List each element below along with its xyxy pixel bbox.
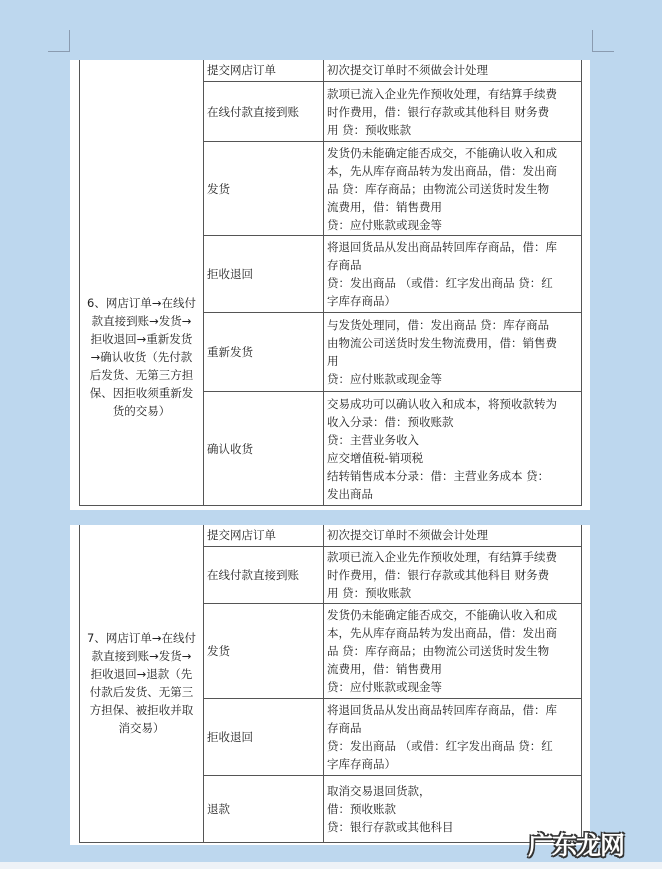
description-cell bbox=[324, 699, 582, 776]
watermark-logo: 广东龙网 bbox=[528, 831, 625, 860]
description-line: 字库存商品） bbox=[327, 294, 396, 308]
description-line: 时作费用，借：银行存款或其他科目 财务费 bbox=[327, 104, 550, 119]
crop-mark-left-horizontal bbox=[48, 51, 70, 52]
process-text-line: 6、网店订单→在线付 bbox=[87, 296, 196, 310]
step-cell: 提交网店订单 bbox=[204, 60, 324, 82]
description-line: 本，先从库存商品转为发出商品，借：发出商 bbox=[327, 626, 557, 640]
step-cell: 发货 bbox=[204, 604, 324, 699]
description-line: 与发货处理同，借：发出商品 贷：库存商品 bbox=[327, 318, 550, 332]
process-text-line: 款直接到账→发货→ bbox=[91, 649, 192, 663]
description-cell bbox=[324, 547, 582, 604]
crop-mark-right-vertical bbox=[592, 30, 593, 52]
description-cell bbox=[324, 392, 582, 506]
step-cell: 退款 bbox=[204, 776, 324, 843]
process-text-line: →确认收货（先付款 bbox=[90, 350, 193, 364]
description-line: 存商品 bbox=[327, 258, 362, 272]
step-cell: 确认收货 bbox=[204, 392, 324, 506]
description-line: 结转销售成本分录：借：主营业务成本 贷： bbox=[327, 468, 550, 483]
process-text-line: 付款后发货、无第三 bbox=[89, 685, 194, 699]
table-row bbox=[80, 60, 582, 82]
process-text-line: 拒收退回→退款（先 bbox=[90, 667, 193, 681]
description-line: 贷：应付账款或现金等 bbox=[327, 217, 442, 232]
description-line: 贷：应付账款或现金等 bbox=[327, 372, 442, 386]
description-line: 应交增值税-销项税 bbox=[327, 450, 424, 465]
accounting-table-7 bbox=[79, 525, 582, 843]
description-cell bbox=[324, 313, 582, 392]
description-line: 流费用，借：销售费用 bbox=[327, 199, 442, 214]
process-cell bbox=[80, 525, 204, 843]
description-line: 取消交易退回货款， bbox=[327, 784, 431, 798]
step-cell: 拒收退回 bbox=[204, 699, 324, 776]
document-page-1 bbox=[70, 60, 590, 510]
description-line: 品 贷：库存商品；由物流公司送货时发生物 bbox=[327, 181, 550, 196]
crop-mark-left-vertical bbox=[69, 30, 70, 52]
accounting-table-6 bbox=[79, 60, 582, 506]
process-text-line: 保、因拒收须重新发 bbox=[89, 386, 194, 400]
process-text-line: 方担保、被拒收并取 bbox=[89, 703, 194, 717]
description-line: 用 贷：预收账款 bbox=[327, 586, 412, 600]
description-cell bbox=[324, 82, 582, 142]
description-line: 贷：应付账款或现金等 bbox=[327, 680, 442, 694]
process-text-line: 7、网店订单→在线付 bbox=[87, 631, 196, 645]
description-line: 存商品 bbox=[327, 721, 362, 735]
description-line: 字库存商品） bbox=[327, 757, 396, 771]
description-line: 借：预收账款 bbox=[327, 802, 396, 816]
description-line: 初次提交订单时不须做会计处理 bbox=[327, 528, 488, 542]
description-cell bbox=[324, 604, 582, 699]
step-cell: 重新发货 bbox=[204, 313, 324, 392]
process-cell bbox=[80, 60, 204, 506]
description-line: 用 bbox=[327, 354, 339, 368]
description-cell bbox=[324, 236, 582, 313]
step-cell: 在线付款直接到账 bbox=[204, 547, 324, 604]
bottom-status-strip bbox=[0, 862, 662, 869]
description-line: 贷：主营业务收入 bbox=[327, 432, 419, 447]
description-line: 品 贷：库存商品；由物流公司送货时发生物 bbox=[327, 644, 550, 658]
step-cell: 拒收退回 bbox=[204, 236, 324, 313]
table-row bbox=[80, 525, 582, 547]
description-line: 贷：发出商品 （或借：红字发出商品 贷：红 bbox=[327, 739, 553, 753]
description-line: 本，先从库存商品转为发出商品，借：发出商 bbox=[327, 163, 557, 178]
process-text-line: 款直接到账→发货→ bbox=[91, 314, 192, 328]
description-line: 初次提交订单时不须做会计处理 bbox=[327, 63, 488, 77]
description-line: 发出商品 bbox=[327, 486, 373, 501]
description-line: 贷：发出商品 （或借：红字发出商品 贷：红 bbox=[327, 276, 553, 290]
description-line: 款项已流入企业先作预收处理，有结算手续费 bbox=[327, 86, 557, 101]
description-line: 由物流公司送货时发生物流费用，借：销售费 bbox=[327, 336, 557, 350]
description-line: 流费用，借：销售费用 bbox=[327, 662, 442, 676]
process-text-line: 拒收退回→重新发货 bbox=[90, 332, 193, 346]
crop-mark-right-horizontal bbox=[592, 51, 614, 52]
description-line: 时作费用，借：银行存款或其他科目 财务费 bbox=[327, 568, 550, 582]
description-line: 款项已流入企业先作预收处理，有结算手续费 bbox=[327, 550, 557, 564]
process-text-line: 消交易） bbox=[118, 721, 165, 735]
description-line: 用 贷：预收账款 bbox=[327, 122, 412, 137]
description-line: 将退回货品从发出商品转回库存商品，借：库 bbox=[327, 240, 557, 254]
description-line: 贷：银行存款或其他科目 bbox=[327, 820, 454, 834]
process-text-line: 后发货、无第三方担 bbox=[89, 368, 194, 382]
document-page-2 bbox=[70, 525, 590, 845]
description-line: 将退回货品从发出商品转回库存商品，借：库 bbox=[327, 703, 557, 717]
step-cell: 提交网店订单 bbox=[204, 525, 324, 547]
description-line: 发货仍未能确定能否成交，不能确认收入和成 bbox=[327, 145, 557, 160]
description-line: 交易成功可以确认收入和成本，将预收款转为 bbox=[327, 396, 557, 411]
step-cell: 发货 bbox=[204, 142, 324, 236]
description-cell bbox=[324, 525, 582, 547]
step-cell: 在线付款直接到账 bbox=[204, 82, 324, 142]
description-line: 收入分录：借：预收账款 bbox=[327, 414, 454, 429]
process-text-line: 货的交易） bbox=[112, 404, 171, 418]
description-line: 发货仍未能确定能否成交，不能确认收入和成 bbox=[327, 608, 557, 622]
description-cell bbox=[324, 60, 582, 82]
description-cell bbox=[324, 142, 582, 236]
